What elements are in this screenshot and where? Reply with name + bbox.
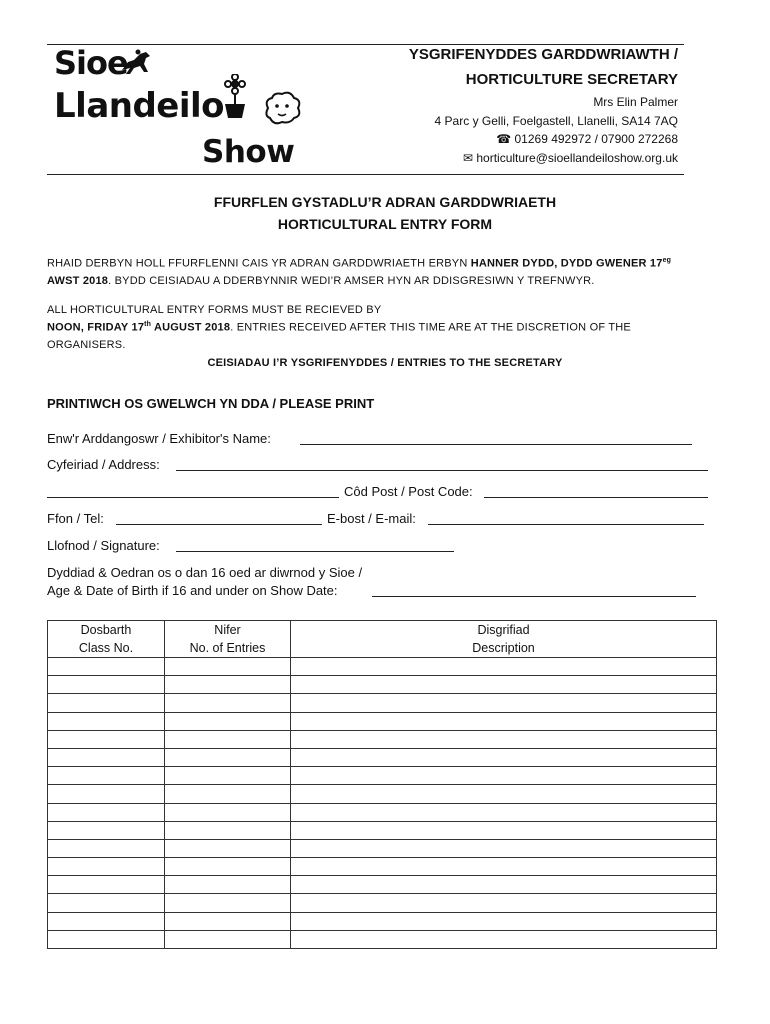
- description-cell[interactable]: [291, 658, 717, 676]
- welsh-notice-line1: [47, 257, 671, 270]
- description-cell[interactable]: [291, 821, 717, 839]
- description-cell[interactable]: [291, 730, 717, 748]
- table-row: [48, 839, 717, 857]
- class-no-cell[interactable]: [48, 730, 165, 748]
- table-row: [48, 876, 717, 894]
- top-rule: [47, 44, 684, 45]
- class-no-cell[interactable]: [48, 930, 165, 948]
- address-label: Cyfeiriad / Address:: [47, 457, 160, 472]
- entries-count-cell[interactable]: [165, 821, 291, 839]
- class-no-header-english: Class No.: [78, 641, 134, 655]
- class-no-cell[interactable]: [48, 767, 165, 785]
- table-row: [48, 730, 717, 748]
- table-row: [48, 912, 717, 930]
- entries-count-cell[interactable]: [165, 930, 291, 948]
- form-title-english: HORTICULTURAL ENTRY FORM: [277, 216, 493, 232]
- class-no-cell[interactable]: [48, 803, 165, 821]
- age-label-line2: Age & Date of Birth if 16 and under on Show Date:: [47, 583, 338, 598]
- tel-field[interactable]: [116, 524, 322, 525]
- table-row: [48, 767, 717, 785]
- logo-sioe: Sioe: [54, 44, 128, 82]
- class-no-cell[interactable]: [48, 894, 165, 912]
- secretary-email: horticulture@sioellandeiloshow.org.uk: [476, 151, 678, 165]
- description-cell[interactable]: [291, 712, 717, 730]
- table-row: [48, 894, 717, 912]
- entries-count-cell[interactable]: [165, 730, 291, 748]
- class-no-cell[interactable]: [48, 785, 165, 803]
- table-row: [48, 803, 717, 821]
- description-cell[interactable]: [291, 785, 717, 803]
- entries-count-cell[interactable]: [165, 858, 291, 876]
- secretary-title-line2: HORTICULTURE SECRETARY: [465, 71, 678, 88]
- class-no-header: [48, 621, 165, 658]
- postcode-field[interactable]: [484, 497, 708, 498]
- english-deadline: NOON, FRIDAY 17: [47, 321, 145, 334]
- english-notice-text: . ENTRIES RECEIVED AFTER THIS TIME ARE AT THE DISCRETION OF THE: [230, 321, 631, 334]
- logo-show: Show: [202, 134, 295, 170]
- english-deadline-month: AUGUST 2018: [151, 321, 231, 334]
- secretary-email-row: [463, 151, 678, 165]
- entries-count-cell[interactable]: [165, 712, 291, 730]
- description-cell[interactable]: [291, 839, 717, 857]
- english-notice-line2: [47, 321, 631, 334]
- entries-count-cell[interactable]: [165, 658, 291, 676]
- flower-pot-icon: [220, 74, 250, 120]
- email-label: E-bost / E-mail:: [327, 511, 416, 526]
- class-no-cell[interactable]: [48, 712, 165, 730]
- class-no-header-welsh: Dosbarth: [80, 623, 132, 637]
- table-row: [48, 930, 717, 948]
- class-no-cell[interactable]: [48, 694, 165, 712]
- entries-count-cell[interactable]: [165, 839, 291, 857]
- english-deadline-suffix: th: [144, 321, 152, 328]
- exhibitor-name-label: Enw'r Arddangoswr / Exhibitor's Name:: [47, 431, 271, 446]
- print-heading: PRINTIWCH OS GWELWCH YN DDA / PLEASE PRINT: [47, 396, 375, 411]
- description-cell[interactable]: [291, 912, 717, 930]
- description-header-english: Description: [472, 641, 535, 655]
- description-cell[interactable]: [291, 803, 717, 821]
- secretary-phone-row: [496, 132, 678, 146]
- entries-count-header: [165, 621, 291, 658]
- table-row: [48, 658, 717, 676]
- entries-to-secretary: CEISIADAU I’R YSGRIFENYDDES / ENTRIES TO THE SECRETARY: [207, 357, 563, 369]
- address-field[interactable]: [176, 470, 708, 471]
- description-cell[interactable]: [291, 767, 717, 785]
- english-notice-line1: ALL HORTICULTURAL ENTRY FORMS MUST BE RECIEVED BY: [47, 304, 382, 316]
- secretary-title-line1: YSGRIFENYDDES GARDDWRIAWTH /: [408, 46, 678, 63]
- secretary-address: 4 Parc y Gelli, Foelgastell, Llanelli, SA14 7AQ: [434, 114, 678, 128]
- welsh-notice-text: RHAID DERBYN HOLL FFURFLENNI CAIS YR ADRAN GARDDWRIAETH ERBYN: [47, 257, 471, 270]
- entries-count-cell[interactable]: [165, 803, 291, 821]
- envelope-hand-icon: ✉: [462, 151, 474, 165]
- description-cell[interactable]: [291, 894, 717, 912]
- welsh-deadline-suffix: eg: [662, 257, 672, 264]
- class-no-cell[interactable]: [48, 912, 165, 930]
- description-cell[interactable]: [291, 876, 717, 894]
- exhibitor-name-field[interactable]: [300, 444, 692, 445]
- welsh-deadline-month: AWST 2018: [47, 275, 109, 287]
- entries-count-cell[interactable]: [165, 894, 291, 912]
- welsh-notice-line2: [47, 275, 595, 287]
- horse-jumper-icon: [118, 48, 154, 78]
- class-no-cell[interactable]: [48, 658, 165, 676]
- class-no-cell[interactable]: [48, 748, 165, 766]
- logo-llandeilo: Llandeilo: [54, 86, 225, 126]
- description-header-welsh: Disgrifiad: [477, 623, 530, 637]
- sheep-icon: [262, 90, 302, 126]
- class-no-cell[interactable]: [48, 676, 165, 694]
- class-no-cell[interactable]: [48, 839, 165, 857]
- description-cell[interactable]: [291, 858, 717, 876]
- entries-count-header-english: No. of Entries: [189, 641, 266, 655]
- signature-label: Llofnod / Signature:: [47, 538, 160, 553]
- description-cell[interactable]: [291, 676, 717, 694]
- welsh-notice-text-2: . BYDD CEISIADAU A DDERBYNNIR WEDI’R AMSER HYN AR DDISGRESIWN Y TREFNWYR.: [108, 275, 595, 287]
- table-row: [48, 785, 717, 803]
- age-dob-field[interactable]: [372, 596, 696, 597]
- email-field[interactable]: [428, 524, 704, 525]
- table-header-row: [48, 621, 717, 658]
- form-title-welsh: FFURFLEN GYSTADLU’R ADRAN GARDDWRIAETH: [213, 194, 557, 210]
- header-bottom-rule: [47, 174, 684, 175]
- table-row: [48, 676, 717, 694]
- secretary-name: Mrs Elin Palmer: [593, 95, 678, 109]
- class-no-cell[interactable]: [48, 876, 165, 894]
- entries-count-cell[interactable]: [165, 676, 291, 694]
- age-label-line1: Dyddiad & Oedran os o dan 16 oed ar diwrnod y Sioe /: [47, 565, 363, 580]
- entries-table: [47, 620, 717, 949]
- table-row: [48, 748, 717, 766]
- entries-count-cell[interactable]: [165, 748, 291, 766]
- entries-count-cell[interactable]: [165, 912, 291, 930]
- tel-label: Ffon / Tel:: [47, 511, 104, 526]
- telephone-icon: ☎: [496, 132, 512, 146]
- entries-count-cell[interactable]: [165, 785, 291, 803]
- entries-count-cell[interactable]: [165, 767, 291, 785]
- description-cell[interactable]: [291, 748, 717, 766]
- description-cell[interactable]: [291, 694, 717, 712]
- description-header: [291, 621, 717, 658]
- signature-field[interactable]: [176, 551, 454, 552]
- table-row: [48, 712, 717, 730]
- postcode-label: Côd Post / Post Code:: [344, 484, 473, 499]
- table-row: [48, 694, 717, 712]
- table-row: [48, 821, 717, 839]
- entries-count-cell[interactable]: [165, 694, 291, 712]
- table-row: [48, 858, 717, 876]
- class-no-cell[interactable]: [48, 858, 165, 876]
- welsh-deadline: HANNER DYDD, DYDD GWENER 17: [470, 257, 663, 270]
- entries-count-cell[interactable]: [165, 876, 291, 894]
- english-notice-line3: ORGANISERS.: [47, 339, 126, 351]
- description-cell[interactable]: [291, 930, 717, 948]
- class-no-cell[interactable]: [48, 821, 165, 839]
- secretary-phone: 01269 492972 / 07900 272268: [514, 132, 678, 146]
- entries-count-header-welsh: Nifer: [214, 623, 241, 637]
- address-field-line2[interactable]: [47, 497, 339, 498]
